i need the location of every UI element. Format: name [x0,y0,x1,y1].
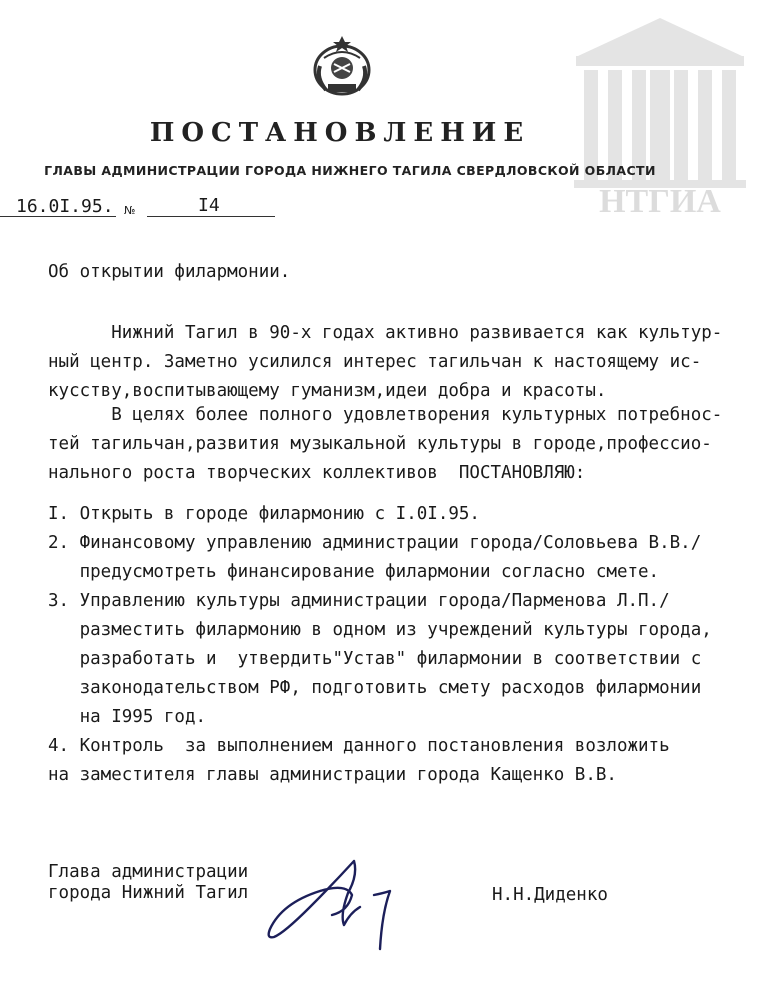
list-item: 2. Финансовому управлению администрации города/Соловьева В.В./ предусмотреть финансирование филармонии согласно смете. [48,533,702,582]
number-label: № [124,204,136,217]
archive-watermark-logo [570,12,750,217]
paragraph-resolution: В целях более полного удовлетворения культурных потребнос- тей тагильчан,развития музыкальной культуры в городе,профессио- нального роста творческих коллективов ПОСТАНОВЛЯЮ: [48,405,723,483]
resolution-items [48,500,712,790]
signer-position: Глава администрации города Нижний Тагил [48,862,249,903]
document-number: I4 [198,195,220,216]
date-underline [0,216,116,217]
watermark-text: НТГИА [599,183,721,217]
number-underline [147,216,275,217]
document-date: 16.0I.95. [16,196,114,217]
list-item: 4. Контроль за выполнением данного постановления возложить на заместителя главы администрации города Кащенко В.В. [48,736,670,785]
signer-name: Н.Н.Диденко [492,885,608,905]
handwritten-signature [262,855,412,955]
rsfsr-emblem-icon [310,28,374,98]
paragraph-intro: Нижний Тагил в 90-х годах активно развивается как культур- ный центр. Заметно усилился интерес тагильчан к настоящему ис- кусству,воспитывающему гуманизм,идеи добра и красоты. [48,323,723,401]
document-subject: Об открытии филармонии. [48,262,291,282]
list-item: I. Открыть в городе филармонию с I.0I.95. [48,504,480,524]
list-item: 3. Управлению культуры администрации города/Парменова Л.П./ разместить филармонию в одном из учреждений культуры города, разработать и утвердить"Устав" филармонии в соответствии с законодательством РФ, подготовить смету расходов филармонии на I995 год. [48,591,712,727]
document-title: ПОСТАНОВЛЕНИЕ [149,118,531,148]
document-subtitle: ГЛАВЫ АДМИНИСТРАЦИИ ГОРОДА НИЖНЕГО ТАГИЛА СВЕРДЛОВСКОЙ ОБЛАСТИ [44,163,656,178]
